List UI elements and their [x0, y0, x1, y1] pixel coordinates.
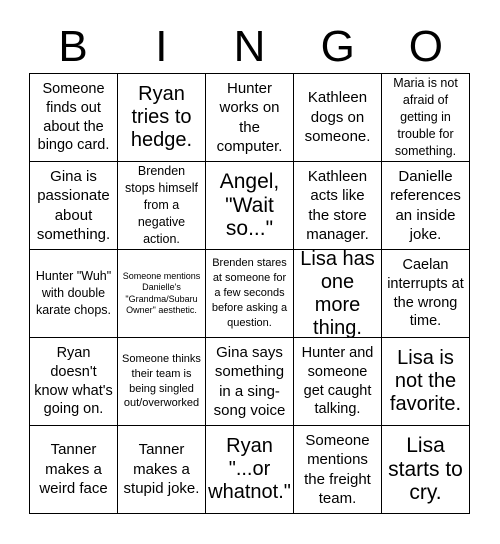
bingo-cell[interactable]	[206, 250, 294, 338]
cell-text: Someone thinks their team is being singled out/overworked	[122, 352, 201, 410]
bingo-cell[interactable]	[30, 338, 118, 426]
cell-text: Lisa is not the favorite.	[389, 347, 462, 415]
bingo-cell[interactable]	[118, 74, 206, 162]
cell-text: Hunter "Wuh" with double karate chops.	[35, 269, 112, 317]
header-letter-i: I	[155, 22, 168, 71]
cell-text: Brenden stops himself from a negative action.	[125, 164, 198, 246]
cell-text: Kathleen acts like the store manager.	[306, 167, 369, 243]
cell-text: Hunter works on the computer.	[216, 79, 283, 155]
cell-text: Someone mentions Danielle's "Grandma/Subaru Owner" aesthetic.	[122, 271, 201, 315]
cell-text: Angel, "Wait so..."	[219, 170, 280, 241]
bingo-grid	[29, 73, 470, 514]
bingo-cell[interactable]	[30, 162, 118, 250]
bingo-cell[interactable]	[382, 338, 470, 426]
bingo-cell[interactable]	[382, 426, 470, 514]
cell-text: Tanner makes a stupid joke.	[123, 441, 200, 498]
header-letter-g: G	[320, 22, 355, 71]
bingo-cell[interactable]	[294, 250, 382, 338]
cell-text: Ryan doesn't know what's going on.	[34, 344, 113, 418]
header-letter-o: O	[408, 22, 444, 71]
cell-text: Danielle references an inside joke.	[390, 167, 461, 243]
bingo-cell[interactable]	[30, 426, 118, 514]
cell-text: Lisa has one more thing.	[300, 250, 375, 338]
cell-text: Someone mentions the freight team.	[304, 431, 371, 507]
cell-text: Gina says something in a sing-song voice	[213, 343, 286, 419]
bingo-cell[interactable]	[206, 426, 294, 514]
cell-text: Tanner makes a weird face	[39, 441, 108, 498]
header-letter-n: N	[233, 22, 266, 71]
bingo-cell[interactable]	[294, 74, 382, 162]
cell-text: Ryan tries to hedge.	[130, 83, 193, 151]
bingo-cell[interactable]	[294, 162, 382, 250]
bingo-cell[interactable]	[118, 250, 206, 338]
bingo-cell[interactable]	[206, 162, 294, 250]
cell-text: Gina is passionate about something.	[36, 167, 111, 243]
cell-text: Someone finds out about the bingo card.	[37, 80, 110, 154]
bingo-cell[interactable]	[30, 250, 118, 338]
bingo-cell[interactable]	[382, 74, 470, 162]
cell-text: Ryan "...or whatnot."	[208, 435, 291, 503]
bingo-cell[interactable]	[118, 338, 206, 426]
cell-text: Kathleen dogs on someone.	[304, 89, 371, 146]
bingo-cell[interactable]	[118, 162, 206, 250]
cell-text: Caelan interrupts at the wrong time.	[387, 256, 464, 330]
cell-text: Hunter and someone get caught talking.	[301, 344, 374, 418]
bingo-cell[interactable]	[382, 162, 470, 250]
bingo-cell[interactable]	[294, 426, 382, 514]
header-letter-b: B	[58, 22, 88, 71]
bingo-cell[interactable]	[206, 74, 294, 162]
bingo-cell[interactable]	[382, 250, 470, 338]
cell-text: Brenden stares at someone for a few seconds before asking a question.	[211, 257, 288, 329]
bingo-cell[interactable]	[294, 338, 382, 426]
bingo-cell[interactable]	[30, 74, 118, 162]
cell-text: Lisa starts to cry.	[388, 434, 463, 505]
bingo-header	[29, 22, 470, 72]
bingo-cell[interactable]	[118, 426, 206, 514]
cell-text: Maria is not afraid of getting in trouble for something.	[393, 76, 458, 158]
bingo-cell[interactable]	[206, 338, 294, 426]
